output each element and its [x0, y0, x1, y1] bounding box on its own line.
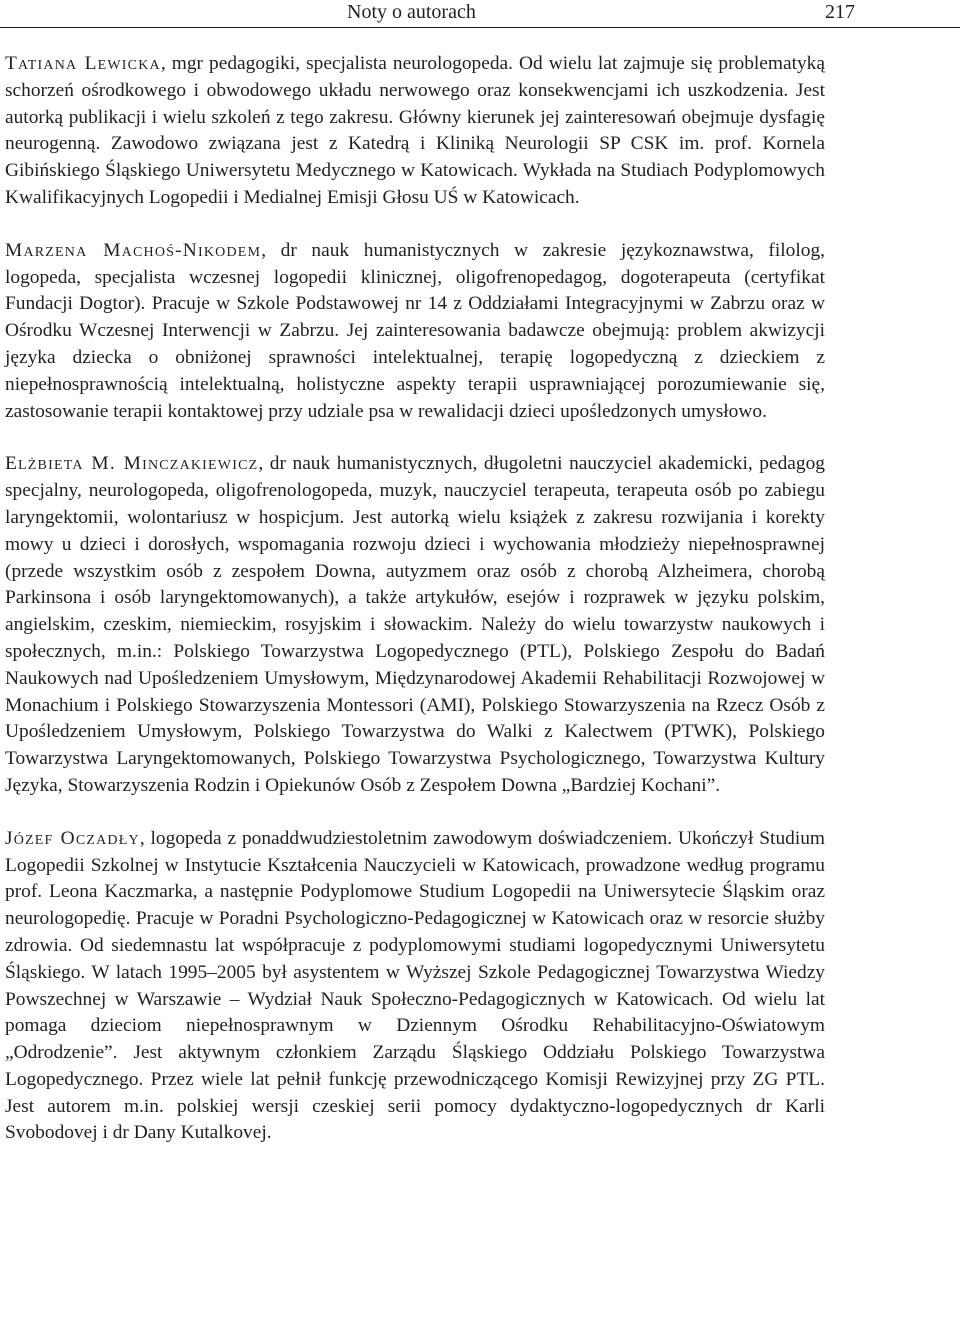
author-bio: , dr nauk humanistycznych, długoletni nauczyciel akademicki, pedagog specjalny, neurologopeda, oligofrenologopeda, muzyk, nauczyciel terapeuta, terapeuta osób po zabiegu laryngektomii, wolontariusz w hospicjum. Jest autorką wielu książek z zakresu rozwijania i korekty mowy u dzieci i dorosłych, wspomagania rozwoju dzieci i wychowania młodzieży niepełnosprawnej (przede wszystkim osób z zespołem Downa, autyzmem oraz osób z chorobą Alzheimera, chorobą Parkinsona i osób laryngektomowanych), a także artykułów, esejów i rozprawek w języku polskim, angielskim, czeskim, niemieckim, rosyjskim i słowackim. Należy do wielu towarzystw naukowych i społecznych, m.in.: Polskiego Towarzystwa Logopedycznego (PTL), Polskiego Zespołu do Badań Naukowych nad Upośledzeniem Umysłowym, Międzynarodowej Akademii Rehabilitacji Rozwojowej w Monachium i Polskiego Stowarzyszenia Montessori (AMI), Polskiego Stowarzyszenia na Rzecz Osób z Upośledzeniem Umysłowym, Polskiego Towarzystwa do Walki z Kalectwem (PTWK), Polskiego Towarzystwa Laryngektomowanych, Polskiego Towarzystwa Psychologicznego, Towarzystwa Kultury Języka, Stowarzyszenia Rodzin i Opiekunów Osób z Zespołem Downa „Bardziej Kochani”. — [5, 453, 825, 796]
author-entry-lewicka — [5, 51, 825, 212]
author-name: Tatiana Lewicka — [5, 53, 161, 74]
author-name: Marzena Machoś-Nikodem — [5, 239, 262, 261]
author-entry-minczakiewicz — [5, 451, 825, 799]
running-title: Noty o autorach — [347, 1, 476, 23]
author-name: Elżbieta M. Minczakiewicz — [5, 453, 259, 475]
author-bio: , mgr pedagogiki, specjalista neurologopeda. Od wielu lat zajmuje się problematyką schorzeń ośrodkowego i obwodowego układu nerwowego oraz konsekwencjami ich uszkodzenia. Jest autorką publikacji i wielu szkoleń z tego zakresu. Główny kierunek jej zainteresowań obejmuje dysfagię neurogenną. Zawodowo związana jest z Katedrą i Kliniką Neurologii SP CSK im. prof. Kornela Gibińskiego Śląskiego Uniwersytetu Medycznego w Katowicach. Wykłada na Studiach Podyplomowych Kwalifikacyjnych Logopedii i Medialnej Emisji Głosu UŚ w Katowicach. — [5, 53, 825, 208]
author-name: Józef Oczadły — [5, 827, 140, 849]
header-rule — [0, 27, 960, 28]
author-notes — [5, 51, 825, 1147]
running-head — [0, 0, 960, 26]
author-entry-machos-nikodem — [5, 238, 825, 426]
author-bio: , dr nauk humanistycznych w zakresie językoznawstwa, filolog, logopeda, specjalista wczesnej logopedii klinicznej, oligofrenopedagog, dogoterapeuta (certyfikat Fundacji Dogtor). Pracuje w Szkole Podstawowej nr 14 z Oddziałami Integracyjnymi w Zabrzu oraz w Ośrodku Wczesnej Interwencji w Zabrzu. Jej zainteresowania badawcze obejmują: problem akwizycji języka dziecka o obniżonej sprawności intelektualnej, terapię logopedyczną z dzieckiem z niepełnosprawnością intelektualną, holistyczne aspekty terapii usprawniającej porozumiewanie się, zastosowanie terapii kontaktowej przy udziale psa w rewalidacji dzieci upośledzonych umysłowo. — [5, 239, 825, 422]
page-number: 217 — [825, 1, 855, 23]
author-bio: , logopeda z ponaddwudziestoletnim zawodowym doświadczeniem. Ukończył Studium Logopedii Szkolnej w Instytucie Kształcenia Nauczycieli w Katowicach, prowadzone według programu prof. Leona Kaczmarka, a następnie Podyplomowe Studium Logopedii na Uniwersytecie Śląskim oraz neurologopedię. Pracuje w Poradni Psychologiczno-Pedagogicznej w Katowicach oraz w resorcie służby zdrowia. Od siedemnastu lat współpracuje z podyplomowymi studiami logopedycznymi Uniwersytetu Śląskiego. W latach 1995–2005 był asystentem w Wyższej Szkole Pedagogicznej Towarzystwa Wiedzy Powszechnej w Warszawie – Wydział Nauk Społeczno-Pedagogicznych w Katowicach. Od wielu lat pomaga dzieciom niepełnosprawnym w Dziennym Ośrodku Rehabilitacyjno-Oświatowym „Odrodzenie”. Jest aktywnym członkiem Zarządu Śląskiego Oddziału Polskiego Towarzystwa Logopedycznego. Przez wiele lat pełnił funkcję przewodniczącego Komisji Rewizyjnej przy ZG PTL. Jest autorem m.in. polskiej wersji czeskiej serii pomocy dydaktyczno-logopedycznych dr Karli Svobodovej i dr Dany Kutalkovej. — [5, 827, 825, 1144]
author-entry-oczadly — [5, 826, 825, 1148]
